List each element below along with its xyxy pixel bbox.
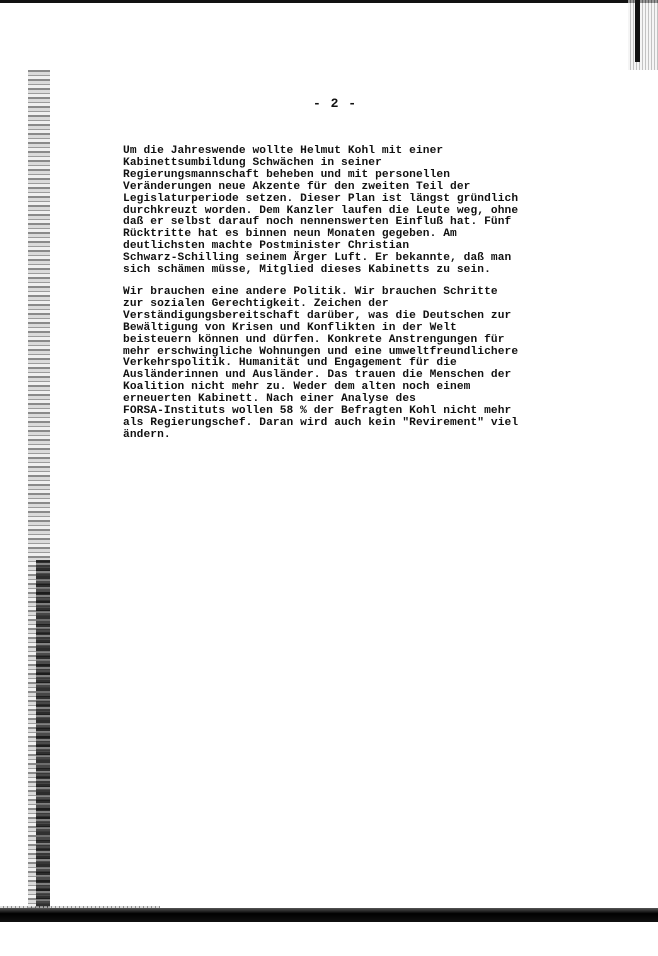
text-line: Regierungsmannschaft beheben und mit personellen bbox=[123, 168, 451, 181]
text-line: erneuerten Kabinett. Nach einer Analyse des bbox=[123, 393, 416, 406]
scan-right-edge-bar bbox=[635, 0, 640, 62]
text-line: Ausländerinnen und Ausländer. Das trauen die Menschen der bbox=[123, 369, 512, 382]
scan-bottom-edge bbox=[0, 908, 658, 922]
text-line: Legislaturperiode setzen. Dieser Plan ist längst gründlich bbox=[123, 192, 519, 205]
text-line: Koalition nicht mehr zu. Weder dem alten noch einem bbox=[123, 381, 471, 394]
paragraph-1 bbox=[123, 146, 643, 277]
text-line: Verständigungsbereitschaft darüber, was die Deutschen zur bbox=[123, 309, 512, 322]
text-line: Bewältigung von Krisen und Konflikten in der Welt bbox=[123, 321, 457, 334]
text-line: daß er selbst darauf noch nennenswerten Einfluß hat. Fünf bbox=[123, 216, 512, 229]
page-number: - 2 - bbox=[313, 96, 358, 111]
scan-right-edge-noise bbox=[628, 0, 658, 70]
text-line: durchkreuzt worden. Dem Kanzler laufen die Leute weg, ohne bbox=[123, 204, 519, 217]
text-line: sich schämen müsse, Mitglied dieses Kabinetts zu sein. bbox=[123, 264, 491, 277]
text-line: Schwarz-Schilling seinem Ärger Luft. Er bekannte, daß man bbox=[123, 252, 512, 265]
paragraph-2 bbox=[123, 287, 643, 442]
text-line: mehr erschwingliche Wohnungen und eine umweltfreundlichere bbox=[123, 345, 519, 358]
text-line: Rücktritte hat es binnen neun Monaten gegeben. Am bbox=[123, 228, 457, 241]
text-line: deutlichsten machte Postminister Christian bbox=[123, 240, 410, 253]
scan-left-edge-shadow bbox=[36, 560, 50, 920]
text-line: beisteuern können und dürfen. Konkrete Anstrengungen für bbox=[123, 333, 505, 346]
text-line: Wir brauchen eine andere Politik. Wir brauchen Schritte bbox=[123, 286, 498, 298]
text-line: Verkehrspolitik. Humanität und Engagement für die bbox=[123, 357, 457, 370]
text-line: Um die Jahreswende wollte Helmut Kohl mit einer bbox=[123, 145, 444, 157]
text-line: zur sozialen Gerechtigkeit. Zeichen der bbox=[123, 297, 389, 310]
text-line: als Regierungschef. Daran wird auch kein "Revirement" viel bbox=[123, 416, 519, 429]
text-line: ändern. bbox=[123, 428, 171, 441]
scan-top-edge bbox=[0, 0, 658, 3]
text-line: Kabinettsumbildung Schwächen in seiner bbox=[123, 156, 382, 169]
text-line: Veränderungen neue Akzente für den zweiten Teil der bbox=[123, 180, 471, 193]
text-line: FORSA-Instituts wollen 58 % der Befragten Kohl nicht mehr bbox=[123, 405, 512, 418]
